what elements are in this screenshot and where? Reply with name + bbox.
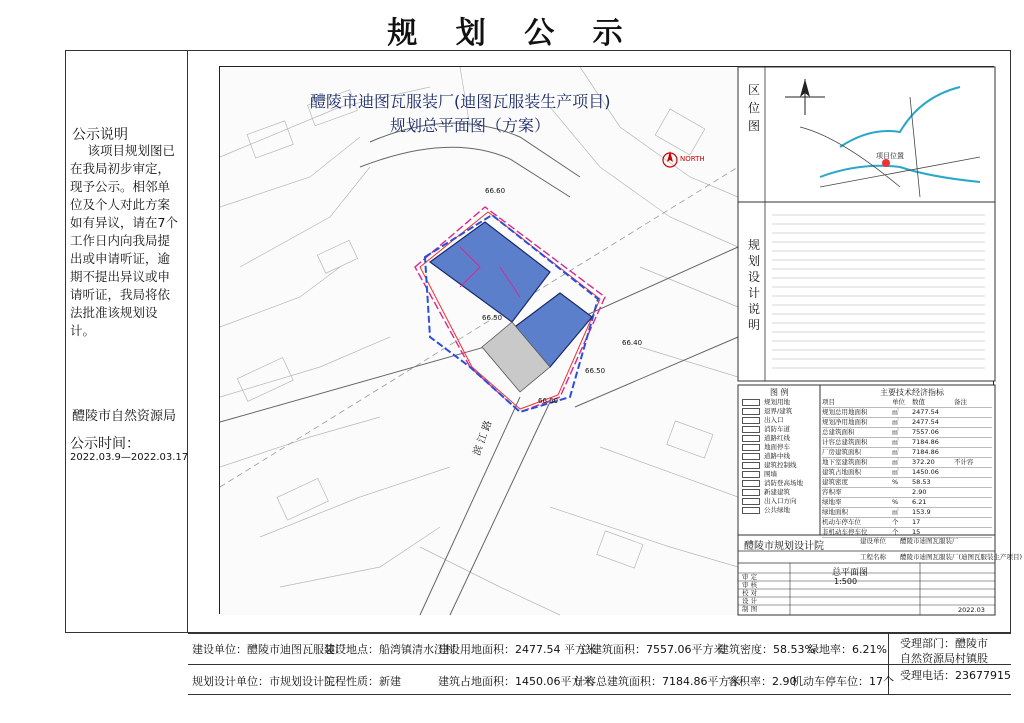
dim-2: 66.60 bbox=[538, 397, 559, 405]
title-block-row-label: 审 定 bbox=[742, 573, 758, 581]
indicators-heading: 主要技术经济指标 bbox=[880, 388, 944, 397]
indicators-cell bbox=[954, 448, 992, 457]
north-label: NORTH bbox=[680, 155, 705, 163]
legend-swatch-icon bbox=[742, 426, 760, 433]
legend-item bbox=[742, 425, 818, 434]
indicators-cell: 2477.54 bbox=[912, 408, 939, 416]
drawing-date: 2022.03 bbox=[958, 606, 985, 614]
indicators-cell bbox=[954, 478, 992, 487]
legend-list bbox=[742, 398, 818, 515]
indicators-cell: 绿地面积 bbox=[822, 508, 848, 516]
legend-label: 公共绿地 bbox=[764, 506, 790, 514]
indicators-cell: 58.53 bbox=[912, 478, 931, 486]
drawing-scale: 1:500 bbox=[834, 577, 858, 586]
indicators-cell bbox=[892, 488, 912, 497]
legend-swatch-icon bbox=[742, 453, 760, 460]
dim-5: 66.50 bbox=[585, 367, 606, 375]
indicators-cell: 总建筑面积 bbox=[822, 428, 855, 436]
legend-label: 建筑控制线 bbox=[764, 461, 797, 469]
legend-swatch-icon bbox=[742, 489, 760, 496]
legend-swatch-icon bbox=[742, 417, 760, 424]
indicators-cell: ㎡ bbox=[892, 508, 899, 516]
indicators-row bbox=[822, 408, 992, 418]
indicators-row bbox=[822, 418, 992, 428]
legend-swatch-icon bbox=[742, 399, 760, 406]
indicators-cell bbox=[954, 528, 992, 537]
indicators-row bbox=[822, 438, 992, 448]
indicators-row bbox=[822, 488, 992, 498]
indicators-cell: 2477.54 bbox=[912, 418, 939, 426]
legend-label: 出入口方向 bbox=[764, 497, 797, 505]
indicators-cell: 机动车停车位 bbox=[822, 518, 861, 526]
period-dates: 2022.03.9—2022.03.17 bbox=[70, 452, 189, 463]
design-notes-label: 规 划 设 计 说 明 bbox=[748, 238, 761, 332]
indicators-cell: ㎡ bbox=[892, 468, 899, 476]
indicators-cell: 数值 bbox=[912, 398, 925, 406]
legend-swatch-icon bbox=[742, 444, 760, 451]
dim-1: 66.60 bbox=[485, 187, 506, 195]
legend-label: 消防登高场地 bbox=[764, 479, 803, 487]
info-land-area: 建设用地面积：2477.54 平方米 bbox=[438, 643, 597, 656]
dim-3: 66.40 bbox=[622, 339, 643, 347]
legend-swatch-icon bbox=[742, 435, 760, 442]
indicators-cell: 建筑占地面积 bbox=[822, 468, 861, 476]
indicators-cell: % bbox=[892, 478, 899, 486]
drawing-title-line1: 醴陵市迪图瓦服装厂(迪图瓦服装生产项目) bbox=[310, 92, 611, 111]
title-block-row-label: 制 图 bbox=[742, 605, 758, 613]
info-total-floor-area: 总建筑面积：7557.06平方米 bbox=[580, 643, 725, 656]
location-map-label: 区 位 图 bbox=[748, 83, 761, 133]
client-label: 建设单位 bbox=[860, 537, 886, 545]
indicators-cell: 备注 bbox=[954, 398, 967, 406]
dim-4: 66.50 bbox=[482, 314, 503, 322]
indicators-cell: 372.20 bbox=[912, 458, 935, 466]
title-block-row-label: 设 计 bbox=[742, 597, 758, 605]
indicators-row bbox=[822, 478, 992, 488]
info-building-density: 建筑密度：58.53% bbox=[718, 643, 815, 656]
indicators-row bbox=[822, 448, 992, 458]
indicators-table bbox=[822, 398, 992, 538]
legend-item bbox=[742, 416, 818, 425]
location-place-label: 项目位置 bbox=[876, 152, 904, 160]
info-parking: 机动车停车位：17个 bbox=[792, 675, 894, 688]
indicators-cell bbox=[954, 408, 992, 417]
indicators-cell: ㎡ bbox=[892, 408, 899, 416]
info-location: 建设地点：船湾镇清水江村 bbox=[324, 643, 456, 656]
legend-item bbox=[742, 407, 818, 416]
legend-label: 围墙 bbox=[764, 470, 777, 478]
legend-label: 道路中线 bbox=[764, 452, 790, 460]
legend-item bbox=[742, 443, 818, 452]
project-info-table bbox=[188, 633, 1011, 695]
indicators-cell bbox=[954, 438, 992, 447]
notice-heading: 公示说明 bbox=[72, 127, 128, 143]
legend-label: 出入口 bbox=[764, 416, 784, 424]
indicators-row bbox=[822, 498, 992, 508]
notice-body: 该项目规划图已在我局初步审定，现予公示。相邻单位及个人对此方案如有异议，请在7个工作日内向我局提出或申请听证，逾期不提出异议或申请听证，我局将依法批准该规划设计。 bbox=[70, 143, 178, 338]
institute-name: 醴陵市规划设计院 bbox=[744, 541, 824, 552]
site-plan-sheet bbox=[219, 66, 1023, 614]
indicators-cell bbox=[954, 498, 992, 507]
page-title: 规 划 公 示 bbox=[387, 16, 637, 51]
info-footprint: 建筑占地面积：1450.06平方米 bbox=[438, 675, 594, 688]
legend-label: 道路红线 bbox=[764, 434, 790, 442]
indicators-row bbox=[822, 428, 992, 438]
indicators-cell: ㎡ bbox=[892, 428, 899, 436]
title-block-rows bbox=[742, 573, 757, 613]
indicators-cell: % bbox=[892, 498, 899, 506]
title-block-row-label: 审 核 bbox=[742, 581, 758, 589]
title-block-row-label: 校 对 bbox=[742, 589, 758, 597]
legend-item bbox=[742, 470, 818, 479]
indicators-cell: 6.21 bbox=[912, 498, 927, 506]
indicators-cell: 个 bbox=[892, 518, 899, 526]
indicators-cell: 容积率 bbox=[822, 488, 842, 496]
legend-item bbox=[742, 434, 818, 443]
legend-label: 退界/建筑 bbox=[764, 407, 793, 415]
info-client: 建设单位：醴陵市迪图瓦服装厂 bbox=[192, 643, 346, 656]
indicators-cell: 17 bbox=[912, 518, 921, 526]
legend-heading: 图 例 bbox=[770, 388, 789, 397]
legend-label: 规划用地 bbox=[764, 398, 790, 406]
info-dept-line1: 受理部门：醴陵市 bbox=[900, 637, 988, 650]
indicators-cell: ㎡ bbox=[892, 418, 899, 426]
indicators-cell bbox=[954, 488, 992, 497]
info-designer: 规划设计单位：市规划设计院 bbox=[192, 675, 335, 688]
indicators-row bbox=[822, 468, 992, 478]
info-far-floor-area: 计容总建筑面积：7184.86平方米 bbox=[574, 675, 741, 688]
indicators-cell: 7557.06 bbox=[912, 428, 939, 436]
legend-item bbox=[742, 488, 818, 497]
indicators-cell: 2.90 bbox=[912, 488, 927, 496]
legend-swatch-icon bbox=[742, 471, 760, 478]
indicators-cell: 绿地率 bbox=[822, 498, 842, 506]
indicators-cell: 厂房建筑面积 bbox=[822, 448, 861, 456]
info-green-ratio: 绿地率：6.21% bbox=[808, 643, 887, 656]
indicators-cell: 项目 bbox=[822, 398, 835, 406]
info-nature: 工程性质：新建 bbox=[324, 675, 401, 688]
road-label: 滨 江 路 bbox=[471, 419, 495, 458]
indicators-cell: 153.9 bbox=[912, 508, 931, 516]
indicators-cell bbox=[954, 468, 992, 477]
project-name: 醴陵市迪图瓦服装厂(迪图瓦服装生产项目) bbox=[900, 553, 1023, 561]
indicators-cell: 15 bbox=[912, 528, 921, 536]
legend-swatch-icon bbox=[742, 480, 760, 487]
indicators-cell: 规划净用地面积 bbox=[822, 418, 868, 426]
legend-swatch-icon bbox=[742, 507, 760, 514]
drawing-name: 总平面图 bbox=[832, 568, 869, 578]
indicators-cell: 计容总建筑面积 bbox=[822, 438, 868, 446]
indicators-cell: 1450.06 bbox=[912, 468, 939, 476]
drawing-title-line2: 规划总平面图（方案） bbox=[390, 116, 551, 135]
legend-item bbox=[742, 479, 818, 488]
legend-swatch-icon bbox=[742, 498, 760, 505]
info-dept-line2: 自然资源局村镇股 bbox=[900, 652, 988, 665]
indicators-cell: ㎡ bbox=[892, 458, 899, 466]
legend-swatch-icon bbox=[742, 462, 760, 469]
legend-swatch-icon bbox=[742, 408, 760, 415]
indicators-cell bbox=[954, 518, 992, 527]
indicators-cell: ㎡ bbox=[892, 448, 899, 456]
legend-label: 地面停车 bbox=[764, 443, 790, 451]
info-far: 容积率：2.90 bbox=[728, 675, 797, 688]
indicators-cell: 个 bbox=[892, 528, 899, 536]
indicators-cell: 地下室建筑面积 bbox=[822, 458, 868, 466]
indicators-row bbox=[822, 458, 992, 468]
issuing-bureau: 醴陵市自然资源局 bbox=[72, 409, 177, 424]
project-label: 工程名称 bbox=[860, 553, 886, 561]
indicators-cell: 7184.86 bbox=[912, 448, 939, 456]
legend-item bbox=[742, 398, 818, 407]
legend-item bbox=[742, 461, 818, 470]
legend-label: 新建建筑 bbox=[764, 488, 790, 496]
indicators-cell: 单位 bbox=[892, 398, 905, 406]
indicators-row bbox=[822, 518, 992, 528]
indicators-cell: 非机动车停车位 bbox=[822, 528, 868, 536]
legend-label: 消防车道 bbox=[764, 425, 790, 433]
indicators-cell bbox=[954, 428, 992, 437]
indicators-cell: 不计容 bbox=[954, 458, 974, 466]
info-phone: 受理电话：23677915 bbox=[900, 669, 1011, 682]
indicators-cell: ㎡ bbox=[892, 438, 899, 446]
indicators-cell: 建筑密度 bbox=[822, 478, 848, 486]
indicators-cell: 规划总用地面积 bbox=[822, 408, 868, 416]
client-name: 醴陵市迪图瓦服装厂 bbox=[900, 537, 959, 545]
indicators-cell: 7184.86 bbox=[912, 438, 939, 446]
indicators-cell bbox=[954, 508, 992, 517]
indicators-row bbox=[822, 508, 992, 518]
legend-item bbox=[742, 497, 818, 506]
indicators-header-row bbox=[822, 398, 992, 408]
period-label: 公示时间： bbox=[70, 436, 140, 452]
legend-item bbox=[742, 452, 818, 461]
indicators-cell bbox=[954, 418, 992, 427]
legend-item bbox=[742, 506, 818, 515]
